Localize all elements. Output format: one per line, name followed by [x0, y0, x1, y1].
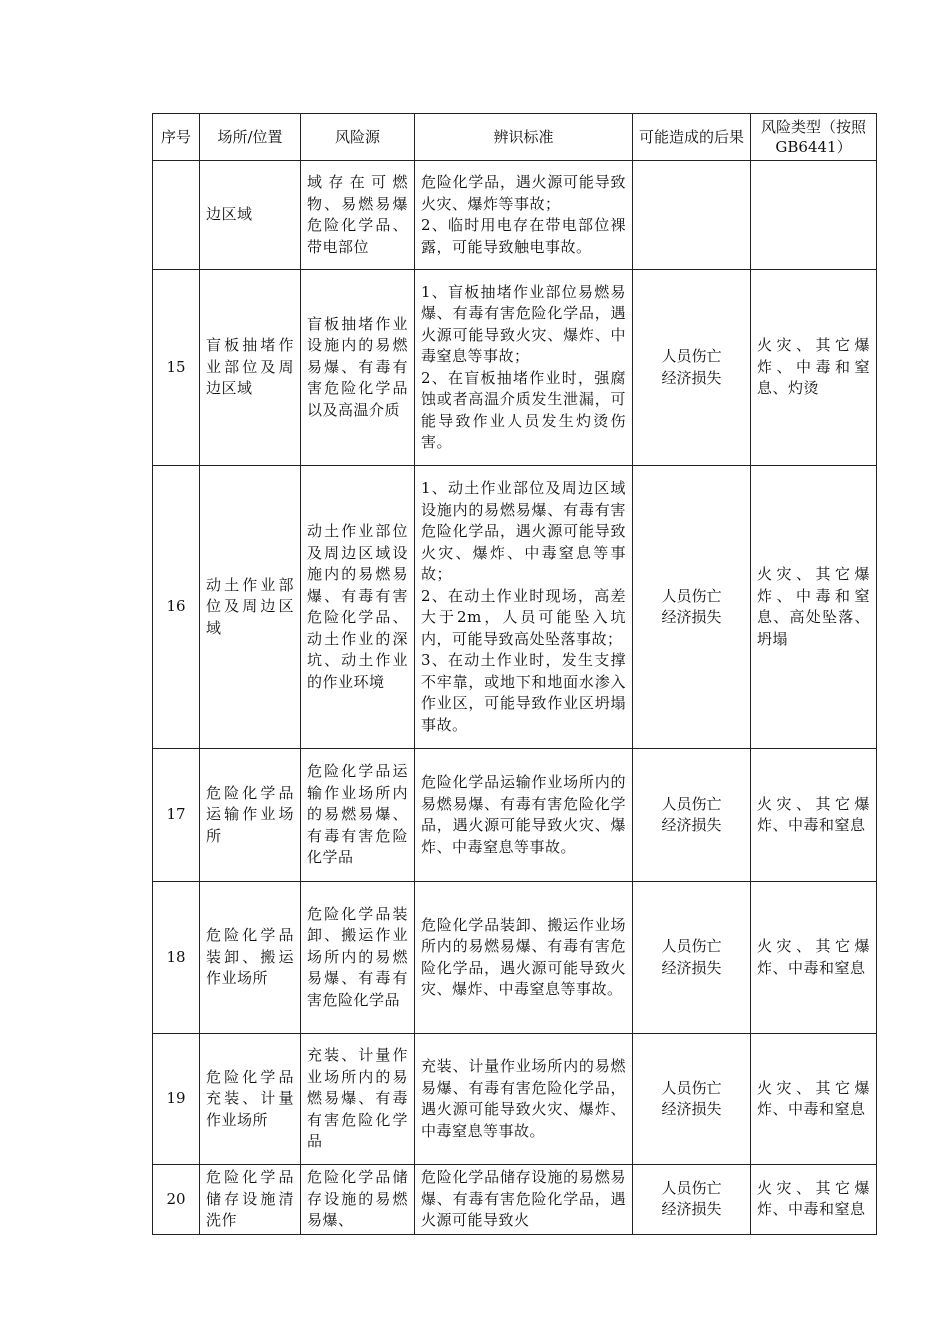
row-place: 动土作业部位及周边区域 — [200, 466, 301, 749]
row-no: 20 — [153, 1165, 200, 1235]
table-row — [153, 749, 877, 882]
header-place: 场所/位置 — [200, 114, 301, 161]
row-criteria: 充装、计量作业场所内的易燃易爆、有毒有害危险化学品，遇火源可能导致火灾、爆炸、中毒窒息等事故。 — [415, 1034, 633, 1165]
row-place: 危险化学品储存设施清洗作 — [200, 1165, 301, 1235]
row-type — [751, 161, 877, 270]
header-type: 风险类型（按照GB6441） — [751, 114, 877, 161]
row-place: 边区域 — [200, 161, 301, 270]
row-criteria: 危险化学品运输作业场所内的易燃易爆、有毒有害危险化学品，遇火源可能导致火灾、爆炸、中毒窒息等事故。 — [415, 749, 633, 882]
row-source: 危险化学品运输作业场所内的易燃易爆、有毒有害危险化学品 — [301, 749, 415, 882]
row-criteria: 危险化学品装卸、搬运作业场所内的易燃易爆、有毒有害危险化学品，遇火源可能导致火灾、爆炸、中毒窒息等事故。 — [415, 882, 633, 1034]
row-no: 15 — [153, 270, 200, 466]
row-type: 火灾、其它爆炸、中毒和窒息 — [751, 1034, 877, 1165]
row-no: 16 — [153, 466, 200, 749]
row-consequence: 人员伤亡 经济损失 — [633, 882, 751, 1034]
row-source: 危险化学品储存设施的易燃易爆、 — [301, 1165, 415, 1235]
row-no: 19 — [153, 1034, 200, 1165]
row-place: 危险化学品装卸、搬运作业场所 — [200, 882, 301, 1034]
table-row — [153, 161, 877, 270]
row-consequence: 人员伤亡 经济损失 — [633, 270, 751, 466]
row-criteria: 危险化学品储存设施的易燃易爆、有毒有害危险化学品，遇火源可能导致火 — [415, 1165, 633, 1235]
table-row — [153, 882, 877, 1034]
table-row — [153, 466, 877, 749]
row-criteria: 1、动土作业部位及周边区域设施内的易燃易爆、有毒有害危险化学品，遇火源可能导致火灾、爆炸、中毒窒息等事故； 2、在动土作业时现场，高差大于2m，人员可能坠入坑内，可能导致高处坠落事故； 3、在动土作业时，发生支撑不牢靠，或地下和地面水渗入作业区，可能导致作业区坍塌事故。 — [415, 466, 633, 749]
row-place: 盲板抽堵作业部位及周边区域 — [200, 270, 301, 466]
row-consequence: 人员伤亡 经济损失 — [633, 1165, 751, 1235]
row-consequence: 人员伤亡 经济损失 — [633, 1034, 751, 1165]
risk-identification-table — [152, 113, 877, 1235]
row-no — [153, 161, 200, 270]
row-criteria: 危险化学品，遇火源可能导致火灾、爆炸等事故； 2、临时用电存在带电部位裸露，可能导致触电事故。 — [415, 161, 633, 270]
header-criteria: 辨识标准 — [415, 114, 633, 161]
header-source: 风险源 — [301, 114, 415, 161]
row-place: 危险化学品运输作业场所 — [200, 749, 301, 882]
row-consequence: 人员伤亡 经济损失 — [633, 749, 751, 882]
row-type: 火灾、其它爆炸、中毒和窒息 — [751, 1165, 877, 1235]
row-type: 火灾、其它爆炸、中毒和窒息、高处坠落、坍塌 — [751, 466, 877, 749]
header-no: 序号 — [153, 114, 200, 161]
row-no: 18 — [153, 882, 200, 1034]
row-source: 域存在可燃物、易燃易爆危险化学品、带电部位 — [301, 161, 415, 270]
row-source: 盲板抽堵作业设施内的易燃易爆、有毒有害危险化学品以及高温介质 — [301, 270, 415, 466]
table-row — [153, 270, 877, 466]
row-source: 充装、计量作业场所内的易燃易爆、有毒有害危险化学品 — [301, 1034, 415, 1165]
row-place: 危险化学品充装、计量作业场所 — [200, 1034, 301, 1165]
header-consequence: 可能造成的后果 — [633, 114, 751, 161]
row-no: 17 — [153, 749, 200, 882]
row-criteria: 1、盲板抽堵作业部位易燃易爆、有毒有害危险化学品，遇火源可能导致火灾、爆炸、中毒窒息等事故； 2、在盲板抽堵作业时，强腐蚀或者高温介质发生泄漏，可能导致作业人员发生灼烫伤害。 — [415, 270, 633, 466]
table-row — [153, 1165, 877, 1235]
row-source: 危险化学品装卸、搬运作业场所内的易燃易爆、有毒有害危险化学品 — [301, 882, 415, 1034]
table-header-row — [153, 114, 877, 161]
row-type: 火灾、其它爆炸、中毒和窒息 — [751, 882, 877, 1034]
row-type: 火灾、其它爆炸、中毒和窒息 — [751, 749, 877, 882]
row-type: 火灾、其它爆炸、中毒和窒息、灼烫 — [751, 270, 877, 466]
row-consequence — [633, 161, 751, 270]
row-consequence: 人员伤亡 经济损失 — [633, 466, 751, 749]
row-source: 动土作业部位及周边区域设施内的易燃易爆、有毒有害危险化学品、动土作业的深坑、动土作业的作业环境 — [301, 466, 415, 749]
table-row — [153, 1034, 877, 1165]
